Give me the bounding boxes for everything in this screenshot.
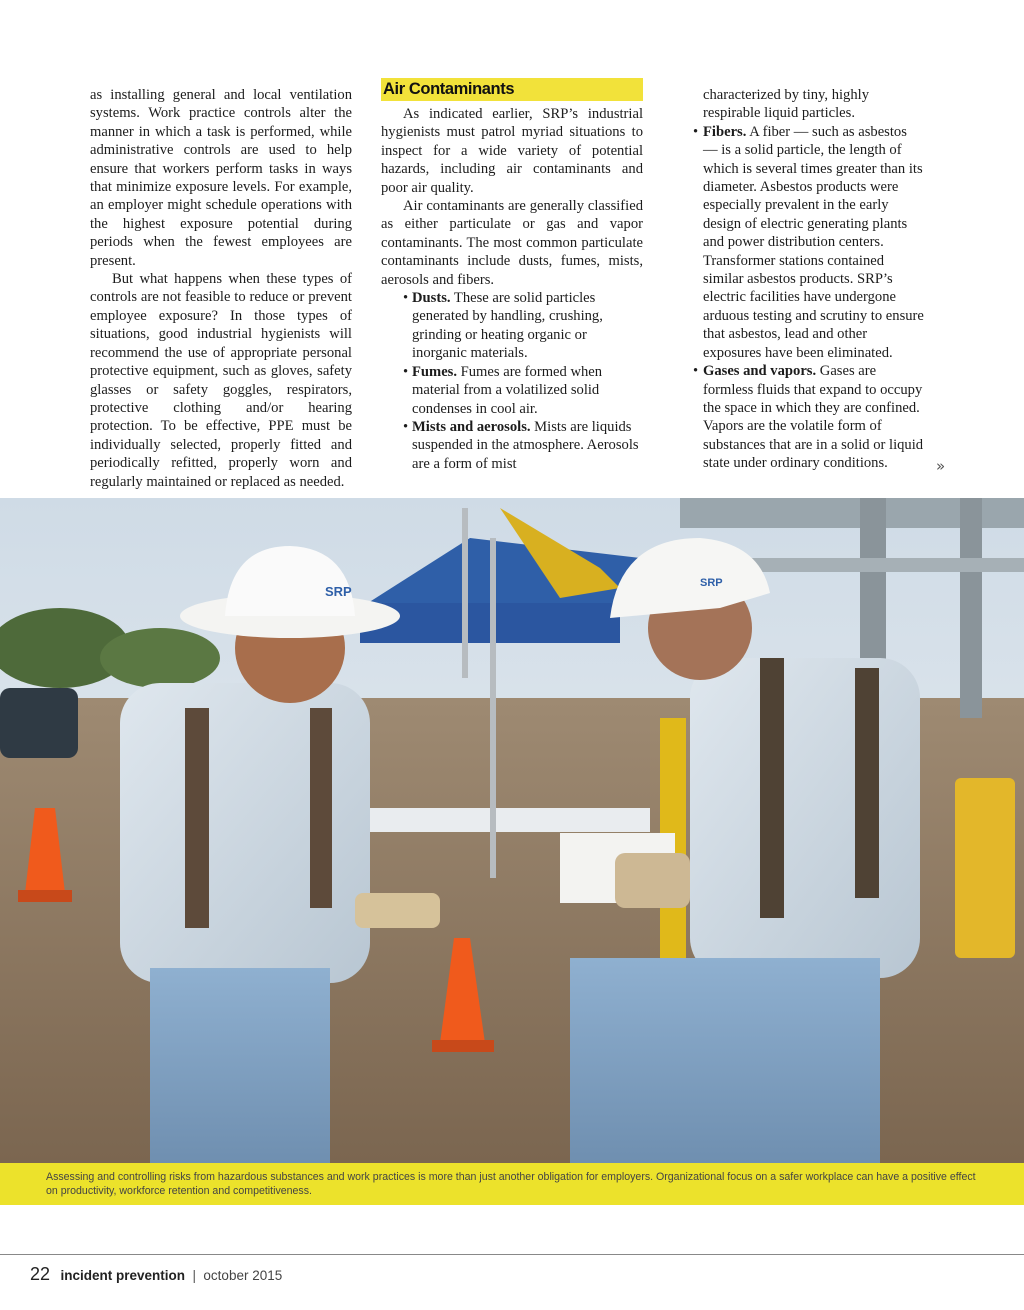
bullet-list [381, 289, 643, 473]
bullet-lead: Mists and aerosols. [412, 418, 531, 435]
bullet-lead: Dusts. [412, 290, 451, 307]
bullet-text: Fumes are formed when material from a volatilized solid condenses in cool air. [412, 363, 603, 417]
list-item [403, 363, 643, 418]
paragraph-continuation: characterized by tiny, highly respirable liquid particles. [703, 87, 870, 122]
list-item [693, 123, 925, 362]
page-number: 22 [30, 1264, 51, 1284]
article-column-3 [693, 86, 925, 473]
publication-name: incident prevention [60, 1268, 185, 1283]
article-column-1 [90, 86, 352, 491]
bullet-text: Mists are liquids suspended in the atmosphere. Aerosols are a form of mist [412, 418, 639, 472]
paragraph: As indicated earlier, SRP’s industrial hygienists must patrol myriad situations to inspect for a wide variety of potential hazards, including air contaminants and poor air quality. [381, 106, 643, 196]
article-photo [0, 498, 1024, 1163]
photo-caption [0, 1163, 1024, 1205]
section-heading: Air Contaminants [381, 78, 643, 101]
bullet-lead: Gases and vapors. [703, 363, 817, 380]
list-item [403, 289, 643, 363]
continue-arrow-icon: » [936, 457, 943, 475]
footer-separator: | [192, 1268, 196, 1283]
caption-text: Assessing and controlling risks from hazardous substances and work practices is more than just another obligation for employers. Organizational focus on a safer workplace can have a positive effect on productivity, workforce retention and competitiveness. [46, 1171, 976, 1197]
bullet-text: Gases are formless fluids that expand to occupy the space in which they are confined. Vapors are the volatile form of substances that are in a solid or liquid state under ordinary conditions. [703, 363, 924, 472]
paragraph: But what happens when these types of controls are not feasible to reduce or prevent employee exposure? In those types of situations, good industrial hygienists will recommend the use of appropriate personal protective equipment, such as gloves, safety glasses or safety goggles, respirators, protective clothing and/or hearing protection. To be effective, PPE must be individually selected, properly fitted and periodically refitted, properly worn and regularly maintained or replaced as needed. [90, 271, 352, 490]
hardhat-label: SRP [325, 584, 352, 599]
issue-date: october 2015 [203, 1268, 283, 1283]
bullet-lead: Fumes. [412, 363, 457, 380]
paragraph: as installing general and local ventilation systems. Work practice controls alter the manner in which a task is performed, while administrative controls are used to help ensure that workers perform tasks in ways that minimize exposure levels. For example, an employer might schedule operations with the highest exposure potential during periods when the fewest employees are present. [90, 87, 352, 269]
bullet-text: A fiber — such as asbestos — is a solid particle, the length of which is several times greater than its diameter. Asbestos products were especially prevalent in the early design of electric generating plants and power distribution centers. Transformer stations contained similar asbestos products. SRP’s electric facilities have undergone arduous testing and scrutiny to ensure that asbestos, lead and other exposures have been eliminated. [703, 123, 924, 361]
bullet-lead: Fibers. [703, 123, 747, 140]
list-item [693, 362, 925, 472]
footer-divider [0, 1254, 1024, 1255]
paragraph: Air contaminants are generally classified as either particulate or gas and vapor contaminants. The most common particulate contaminants include dusts, fumes, mists, aerosols and fibers. [381, 198, 643, 288]
bullet-list [693, 123, 925, 473]
page-footer [30, 1264, 282, 1285]
article-column-2 [381, 78, 643, 473]
list-item [403, 418, 643, 473]
hardhat-label: SRP [700, 577, 723, 589]
bullet-text: These are solid particles generated by handling, crushing, grinding or heating organic or inorganic materials. [412, 290, 603, 362]
